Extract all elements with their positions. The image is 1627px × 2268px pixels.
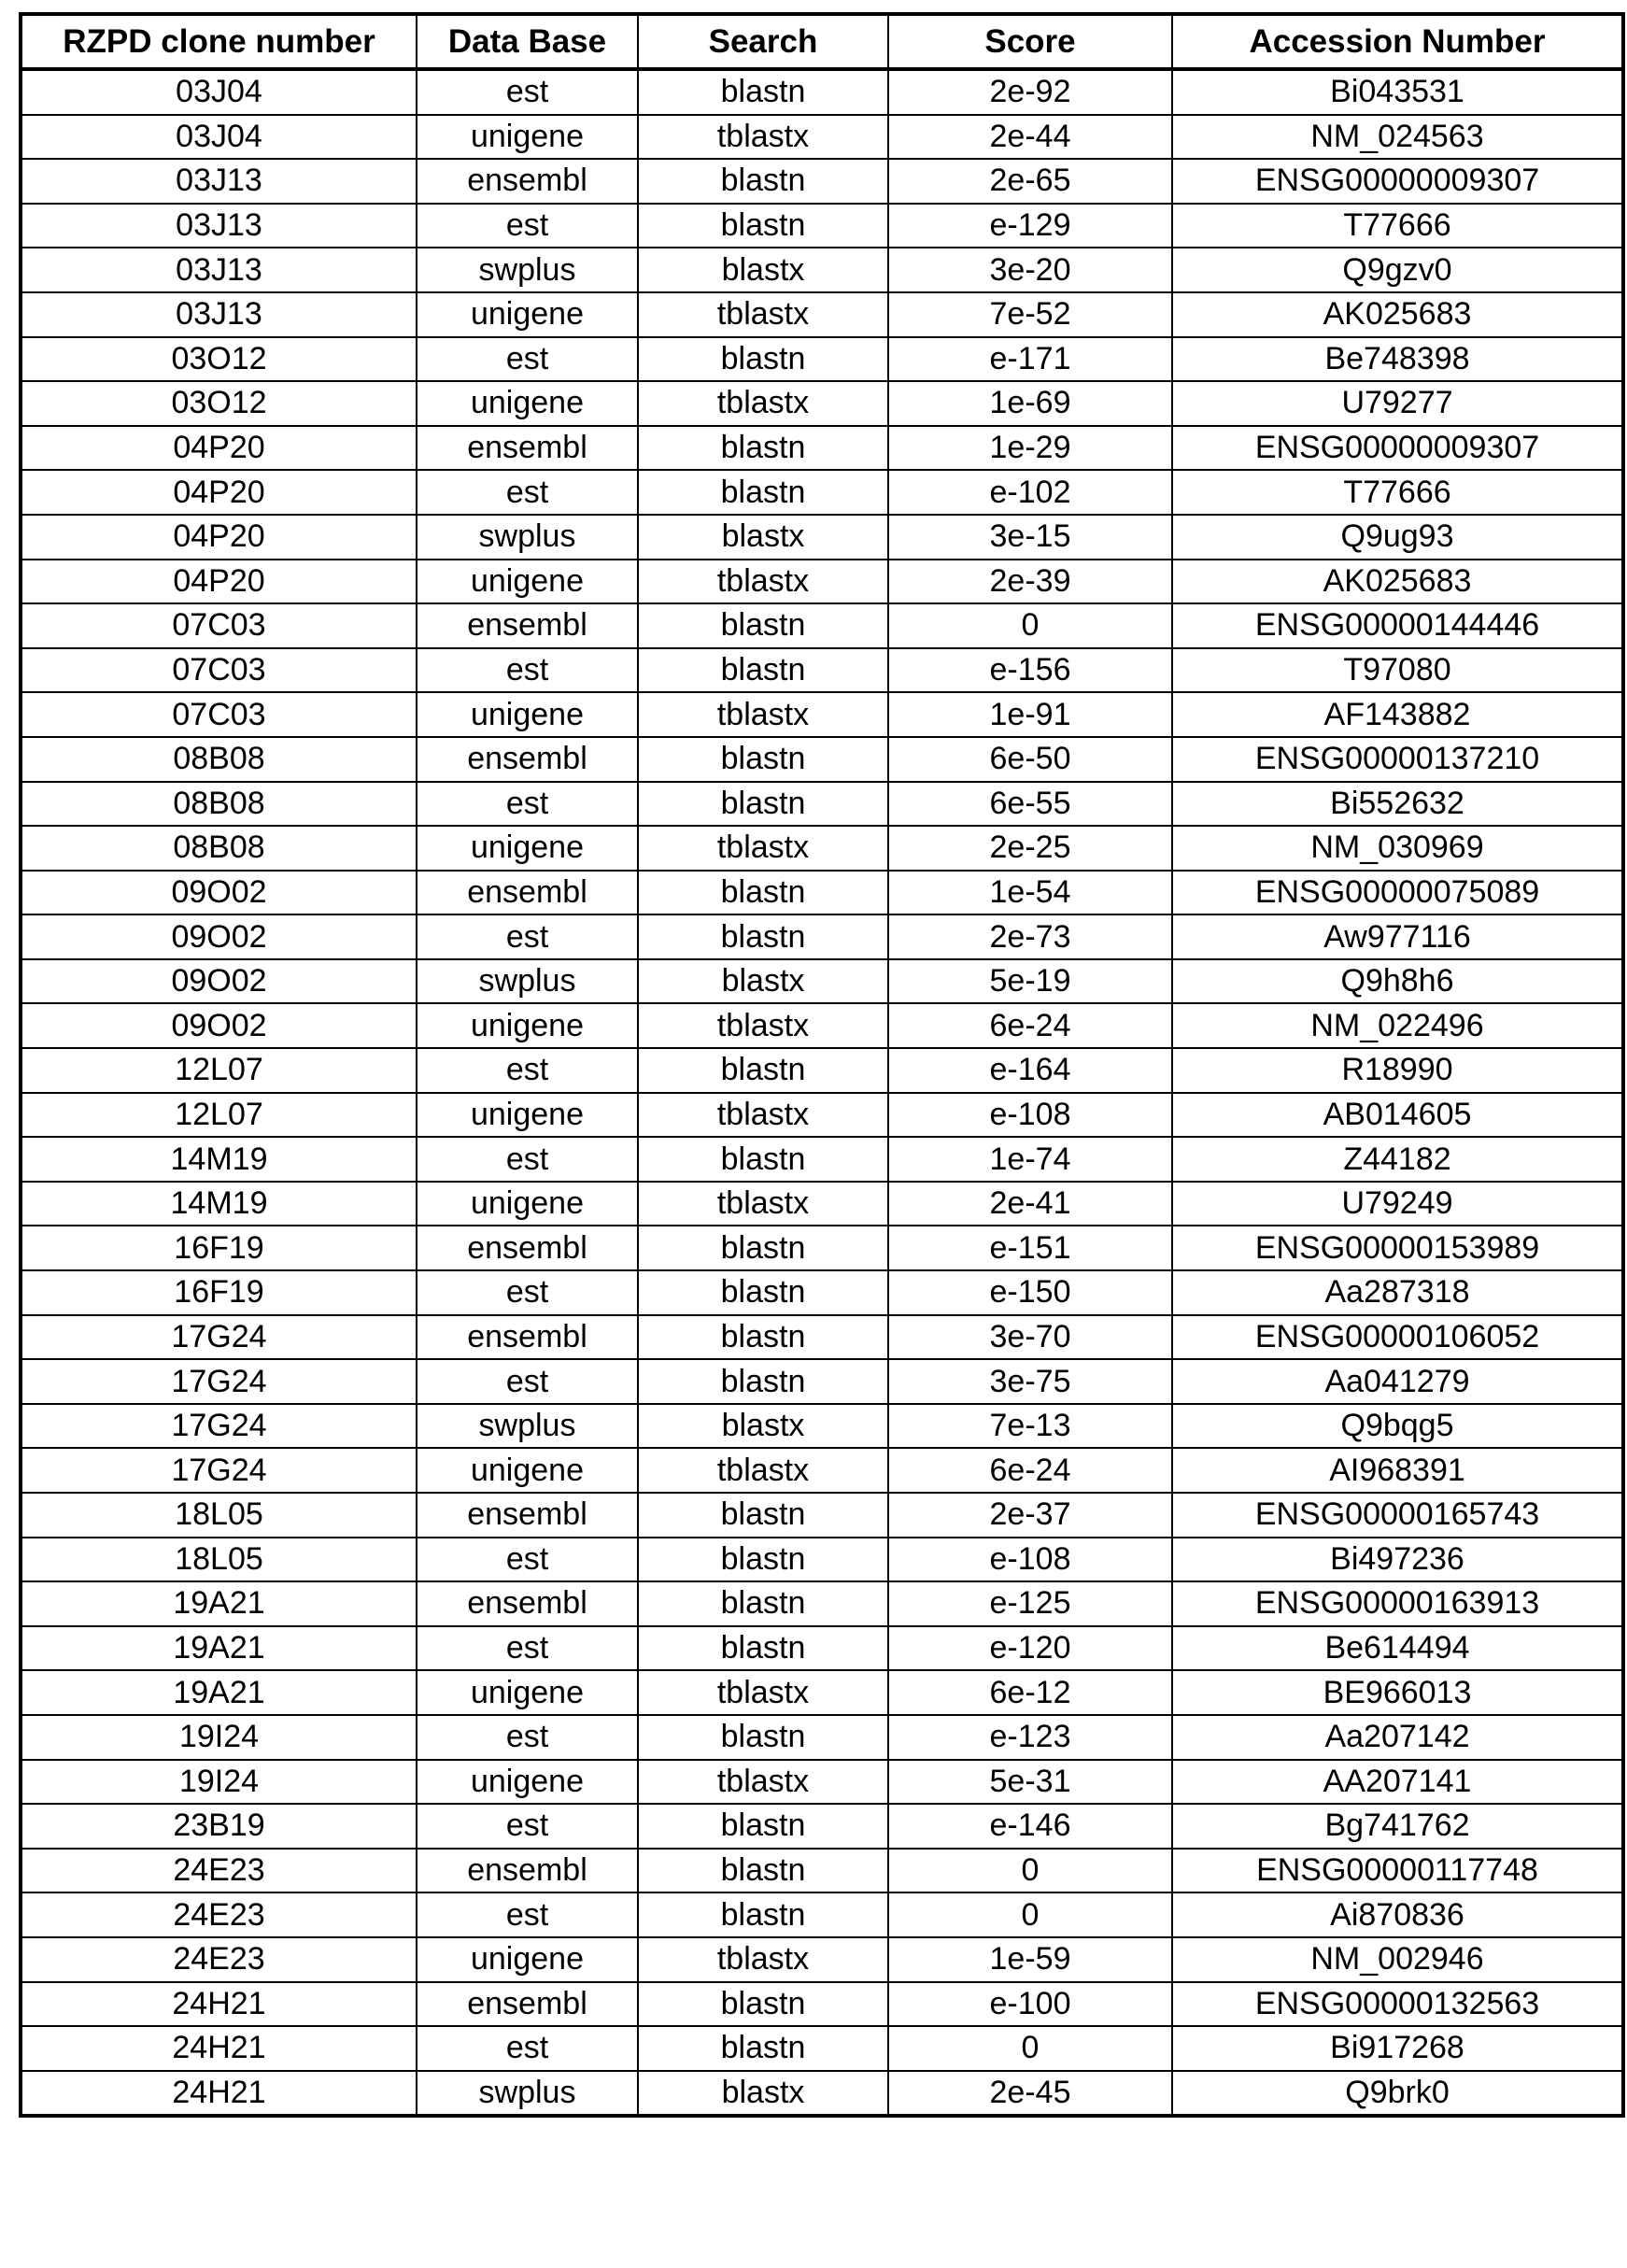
database-cell: ensembl bbox=[417, 871, 638, 915]
score-cell: 6e-50 bbox=[888, 737, 1172, 782]
score-cell: 1e-91 bbox=[888, 692, 1172, 737]
table-row bbox=[21, 1581, 1623, 1626]
score-cell: 2e-39 bbox=[888, 560, 1172, 604]
score-cell: 1e-29 bbox=[888, 426, 1172, 471]
database-cell: est bbox=[417, 1048, 638, 1093]
clone-number-cell: 03J13 bbox=[21, 159, 417, 204]
score-cell: 6e-55 bbox=[888, 782, 1172, 827]
table-row bbox=[21, 1003, 1623, 1048]
accession-number-cell: NM_024563 bbox=[1172, 115, 1623, 160]
score-cell: e-151 bbox=[888, 1226, 1172, 1270]
database-cell: ensembl bbox=[417, 159, 638, 204]
clone-number-cell: 12L07 bbox=[21, 1093, 417, 1138]
clone-number-cell: 09O02 bbox=[21, 1003, 417, 1048]
table-row bbox=[21, 515, 1623, 560]
search-cell: tblastx bbox=[638, 1182, 888, 1226]
score-cell: 1e-74 bbox=[888, 1137, 1172, 1182]
score-cell: e-129 bbox=[888, 204, 1172, 248]
table-row bbox=[21, 871, 1623, 915]
score-cell: 0 bbox=[888, 1892, 1172, 1937]
database-cell: swplus bbox=[417, 2071, 638, 2117]
header-clone-number: RZPD clone number bbox=[21, 14, 417, 69]
score-cell: e-150 bbox=[888, 1270, 1172, 1315]
accession-number-cell: U79249 bbox=[1172, 1182, 1623, 1226]
score-cell: 3e-75 bbox=[888, 1359, 1172, 1404]
database-cell: est bbox=[417, 337, 638, 382]
database-cell: unigene bbox=[417, 1093, 638, 1138]
search-cell: blastn bbox=[638, 737, 888, 782]
blast-results-table bbox=[19, 12, 1625, 2118]
search-cell: blastn bbox=[638, 1626, 888, 1671]
clone-number-cell: 08B08 bbox=[21, 737, 417, 782]
table-row bbox=[21, 692, 1623, 737]
score-cell: 2e-44 bbox=[888, 115, 1172, 160]
table-row bbox=[21, 1982, 1623, 2027]
search-cell: blastn bbox=[638, 1315, 888, 1360]
table-row bbox=[21, 1715, 1623, 1760]
score-cell: 6e-12 bbox=[888, 1670, 1172, 1715]
accession-number-cell: Q9brk0 bbox=[1172, 2071, 1623, 2117]
database-cell: est bbox=[417, 1804, 638, 1849]
table-row bbox=[21, 603, 1623, 648]
table-row bbox=[21, 648, 1623, 693]
search-cell: blastx bbox=[638, 1404, 888, 1449]
accession-number-cell: Q9gzv0 bbox=[1172, 248, 1623, 292]
clone-number-cell: 03O12 bbox=[21, 337, 417, 382]
clone-number-cell: 03J13 bbox=[21, 292, 417, 337]
clone-number-cell: 24E23 bbox=[21, 1849, 417, 1893]
database-cell: swplus bbox=[417, 1404, 638, 1449]
database-cell: est bbox=[417, 1892, 638, 1937]
clone-number-cell: 03J04 bbox=[21, 69, 417, 115]
table-row bbox=[21, 1892, 1623, 1937]
search-cell: blastx bbox=[638, 248, 888, 292]
table-row bbox=[21, 1804, 1623, 1849]
search-cell: tblastx bbox=[638, 1670, 888, 1715]
score-cell: e-108 bbox=[888, 1538, 1172, 1582]
search-cell: blastn bbox=[638, 1892, 888, 1937]
table-row bbox=[21, 381, 1623, 426]
accession-number-cell: Aw977116 bbox=[1172, 914, 1623, 959]
search-cell: blastn bbox=[638, 782, 888, 827]
score-cell: e-146 bbox=[888, 1804, 1172, 1849]
database-cell: ensembl bbox=[417, 1849, 638, 1893]
score-cell: 5e-19 bbox=[888, 959, 1172, 1004]
database-cell: unigene bbox=[417, 1003, 638, 1048]
score-cell: e-164 bbox=[888, 1048, 1172, 1093]
database-cell: ensembl bbox=[417, 1315, 638, 1360]
table-row bbox=[21, 470, 1623, 515]
table-row bbox=[21, 1448, 1623, 1493]
search-cell: blastn bbox=[638, 1804, 888, 1849]
search-cell: blastn bbox=[638, 1493, 888, 1538]
table-row bbox=[21, 1048, 1623, 1093]
clone-number-cell: 19I24 bbox=[21, 1715, 417, 1760]
accession-number-cell: T77666 bbox=[1172, 470, 1623, 515]
accession-number-cell: Aa207142 bbox=[1172, 1715, 1623, 1760]
accession-number-cell: T97080 bbox=[1172, 648, 1623, 693]
clone-number-cell: 12L07 bbox=[21, 1048, 417, 1093]
score-cell: 0 bbox=[888, 603, 1172, 648]
database-cell: unigene bbox=[417, 826, 638, 871]
clone-number-cell: 17G24 bbox=[21, 1315, 417, 1360]
score-cell: e-125 bbox=[888, 1581, 1172, 1626]
database-cell: est bbox=[417, 1715, 638, 1760]
table-row bbox=[21, 914, 1623, 959]
search-cell: blastn bbox=[638, 426, 888, 471]
table-row bbox=[21, 1538, 1623, 1582]
clone-number-cell: 08B08 bbox=[21, 782, 417, 827]
clone-number-cell: 07C03 bbox=[21, 692, 417, 737]
database-cell: ensembl bbox=[417, 1581, 638, 1626]
score-cell: 2e-73 bbox=[888, 914, 1172, 959]
clone-number-cell: 24H21 bbox=[21, 1982, 417, 2027]
accession-number-cell: T77666 bbox=[1172, 204, 1623, 248]
clone-number-cell: 23B19 bbox=[21, 1804, 417, 1849]
search-cell: tblastx bbox=[638, 1448, 888, 1493]
score-cell: e-123 bbox=[888, 1715, 1172, 1760]
clone-number-cell: 14M19 bbox=[21, 1137, 417, 1182]
accession-number-cell: Be748398 bbox=[1172, 337, 1623, 382]
database-cell: est bbox=[417, 2026, 638, 2071]
clone-number-cell: 14M19 bbox=[21, 1182, 417, 1226]
clone-number-cell: 19A21 bbox=[21, 1670, 417, 1715]
table-row bbox=[21, 826, 1623, 871]
database-cell: unigene bbox=[417, 381, 638, 426]
clone-number-cell: 19A21 bbox=[21, 1581, 417, 1626]
table-row bbox=[21, 1626, 1623, 1671]
clone-number-cell: 03O12 bbox=[21, 381, 417, 426]
table-row bbox=[21, 1093, 1623, 1138]
header-score: Score bbox=[888, 14, 1172, 69]
table-row bbox=[21, 204, 1623, 248]
database-cell: swplus bbox=[417, 959, 638, 1004]
search-cell: blastn bbox=[638, 337, 888, 382]
search-cell: blastn bbox=[638, 1048, 888, 1093]
database-cell: est bbox=[417, 1538, 638, 1582]
clone-number-cell: 09O02 bbox=[21, 914, 417, 959]
clone-number-cell: 09O02 bbox=[21, 959, 417, 1004]
database-cell: est bbox=[417, 69, 638, 115]
database-cell: swplus bbox=[417, 515, 638, 560]
clone-number-cell: 17G24 bbox=[21, 1404, 417, 1449]
header-row bbox=[21, 14, 1623, 69]
accession-number-cell: Be614494 bbox=[1172, 1626, 1623, 1671]
table-body bbox=[21, 69, 1623, 2116]
search-cell: tblastx bbox=[638, 115, 888, 160]
clone-number-cell: 08B08 bbox=[21, 826, 417, 871]
score-cell: e-171 bbox=[888, 337, 1172, 382]
accession-number-cell: ENSG00000153989 bbox=[1172, 1226, 1623, 1270]
clone-number-cell: 07C03 bbox=[21, 648, 417, 693]
score-cell: 2e-37 bbox=[888, 1493, 1172, 1538]
table-row bbox=[21, 426, 1623, 471]
table-row bbox=[21, 1359, 1623, 1404]
database-cell: unigene bbox=[417, 560, 638, 604]
search-cell: blastn bbox=[638, 1270, 888, 1315]
search-cell: blastn bbox=[638, 1359, 888, 1404]
search-cell: tblastx bbox=[638, 1003, 888, 1048]
accession-number-cell: NM_030969 bbox=[1172, 826, 1623, 871]
database-cell: ensembl bbox=[417, 426, 638, 471]
database-cell: ensembl bbox=[417, 1226, 638, 1270]
search-cell: blastn bbox=[638, 603, 888, 648]
accession-number-cell: Q9bqg5 bbox=[1172, 1404, 1623, 1449]
accession-number-cell: ENSG00000075089 bbox=[1172, 871, 1623, 915]
database-cell: unigene bbox=[417, 1670, 638, 1715]
search-cell: tblastx bbox=[638, 1093, 888, 1138]
database-cell: unigene bbox=[417, 692, 638, 737]
search-cell: tblastx bbox=[638, 1937, 888, 1982]
table-row bbox=[21, 959, 1623, 1004]
search-cell: blastn bbox=[638, 159, 888, 204]
database-cell: est bbox=[417, 782, 638, 827]
search-cell: tblastx bbox=[638, 381, 888, 426]
accession-number-cell: AK025683 bbox=[1172, 560, 1623, 604]
table-row bbox=[21, 1315, 1623, 1360]
accession-number-cell: ENSG00000165743 bbox=[1172, 1493, 1623, 1538]
table-row bbox=[21, 337, 1623, 382]
accession-number-cell: ENSG00000144446 bbox=[1172, 603, 1623, 648]
clone-number-cell: 24E23 bbox=[21, 1937, 417, 1982]
accession-number-cell: ENSG00000009307 bbox=[1172, 159, 1623, 204]
header-accession-number: Accession Number bbox=[1172, 14, 1623, 69]
score-cell: 7e-52 bbox=[888, 292, 1172, 337]
database-cell: est bbox=[417, 204, 638, 248]
table-row bbox=[21, 69, 1623, 115]
clone-number-cell: 03J13 bbox=[21, 204, 417, 248]
search-cell: blastn bbox=[638, 871, 888, 915]
accession-number-cell: Ai870836 bbox=[1172, 1892, 1623, 1937]
score-cell: 3e-70 bbox=[888, 1315, 1172, 1360]
search-cell: blastn bbox=[638, 1849, 888, 1893]
accession-number-cell: ENSG00000132563 bbox=[1172, 1982, 1623, 2027]
accession-number-cell: Bi552632 bbox=[1172, 782, 1623, 827]
accession-number-cell: Q9h8h6 bbox=[1172, 959, 1623, 1004]
accession-number-cell: NM_002946 bbox=[1172, 1937, 1623, 1982]
database-cell: ensembl bbox=[417, 603, 638, 648]
header-database: Data Base bbox=[417, 14, 638, 69]
accession-number-cell: Z44182 bbox=[1172, 1137, 1623, 1182]
accession-number-cell: Bg741762 bbox=[1172, 1804, 1623, 1849]
accession-number-cell: ENSG00000106052 bbox=[1172, 1315, 1623, 1360]
score-cell: 5e-31 bbox=[888, 1760, 1172, 1805]
search-cell: tblastx bbox=[638, 292, 888, 337]
accession-number-cell: Bi497236 bbox=[1172, 1538, 1623, 1582]
clone-number-cell: 17G24 bbox=[21, 1359, 417, 1404]
search-cell: blastn bbox=[638, 470, 888, 515]
score-cell: 6e-24 bbox=[888, 1003, 1172, 1048]
search-cell: blastx bbox=[638, 959, 888, 1004]
score-cell: 0 bbox=[888, 1849, 1172, 1893]
clone-number-cell: 04P20 bbox=[21, 470, 417, 515]
table-row bbox=[21, 248, 1623, 292]
accession-number-cell: BE966013 bbox=[1172, 1670, 1623, 1715]
search-cell: tblastx bbox=[638, 1760, 888, 1805]
clone-number-cell: 19A21 bbox=[21, 1626, 417, 1671]
clone-number-cell: 07C03 bbox=[21, 603, 417, 648]
database-cell: unigene bbox=[417, 1760, 638, 1805]
accession-number-cell: ENSG00000163913 bbox=[1172, 1581, 1623, 1626]
score-cell: 7e-13 bbox=[888, 1404, 1172, 1449]
accession-number-cell: AK025683 bbox=[1172, 292, 1623, 337]
score-cell: e-100 bbox=[888, 1982, 1172, 2027]
database-cell: unigene bbox=[417, 115, 638, 160]
table-row bbox=[21, 1226, 1623, 1270]
search-cell: blastn bbox=[638, 204, 888, 248]
database-cell: ensembl bbox=[417, 1982, 638, 2027]
header-search: Search bbox=[638, 14, 888, 69]
clone-number-cell: 19I24 bbox=[21, 1760, 417, 1805]
database-cell: swplus bbox=[417, 248, 638, 292]
table-row bbox=[21, 1937, 1623, 1982]
search-cell: tblastx bbox=[638, 692, 888, 737]
clone-number-cell: 24H21 bbox=[21, 2026, 417, 2071]
database-cell: unigene bbox=[417, 292, 638, 337]
score-cell: 0 bbox=[888, 2026, 1172, 2071]
clone-number-cell: 16F19 bbox=[21, 1226, 417, 1270]
table-row bbox=[21, 159, 1623, 204]
accession-number-cell: Aa041279 bbox=[1172, 1359, 1623, 1404]
clone-number-cell: 03J04 bbox=[21, 115, 417, 160]
table-row bbox=[21, 560, 1623, 604]
score-cell: 2e-65 bbox=[888, 159, 1172, 204]
clone-number-cell: 24E23 bbox=[21, 1892, 417, 1937]
table-row bbox=[21, 1760, 1623, 1805]
database-cell: unigene bbox=[417, 1937, 638, 1982]
clone-number-cell: 18L05 bbox=[21, 1538, 417, 1582]
clone-number-cell: 17G24 bbox=[21, 1448, 417, 1493]
table-row bbox=[21, 2071, 1623, 2117]
accession-number-cell: Bi043531 bbox=[1172, 69, 1623, 115]
clone-number-cell: 04P20 bbox=[21, 426, 417, 471]
score-cell: 1e-59 bbox=[888, 1937, 1172, 1982]
score-cell: e-102 bbox=[888, 470, 1172, 515]
clone-number-cell: 04P20 bbox=[21, 560, 417, 604]
score-cell: 1e-54 bbox=[888, 871, 1172, 915]
database-cell: est bbox=[417, 1626, 638, 1671]
search-cell: tblastx bbox=[638, 826, 888, 871]
search-cell: blastx bbox=[638, 515, 888, 560]
table-row bbox=[21, 292, 1623, 337]
score-cell: 1e-69 bbox=[888, 381, 1172, 426]
search-cell: blastn bbox=[638, 2026, 888, 2071]
table-row bbox=[21, 1404, 1623, 1449]
database-cell: est bbox=[417, 1270, 638, 1315]
clone-number-cell: 09O02 bbox=[21, 871, 417, 915]
search-cell: blastn bbox=[638, 1538, 888, 1582]
accession-number-cell: ENSG00000009307 bbox=[1172, 426, 1623, 471]
database-cell: est bbox=[417, 914, 638, 959]
clone-number-cell: 03J13 bbox=[21, 248, 417, 292]
search-cell: blastn bbox=[638, 1982, 888, 2027]
clone-number-cell: 16F19 bbox=[21, 1270, 417, 1315]
score-cell: 3e-15 bbox=[888, 515, 1172, 560]
score-cell: e-108 bbox=[888, 1093, 1172, 1138]
accession-number-cell: NM_022496 bbox=[1172, 1003, 1623, 1048]
table-row bbox=[21, 1849, 1623, 1893]
accession-number-cell: Aa287318 bbox=[1172, 1270, 1623, 1315]
accession-number-cell: ENSG00000117748 bbox=[1172, 1849, 1623, 1893]
score-cell: 2e-41 bbox=[888, 1182, 1172, 1226]
accession-number-cell: ENSG00000137210 bbox=[1172, 737, 1623, 782]
database-cell: unigene bbox=[417, 1182, 638, 1226]
database-cell: est bbox=[417, 470, 638, 515]
score-cell: 3e-20 bbox=[888, 248, 1172, 292]
table-row bbox=[21, 115, 1623, 160]
search-cell: blastn bbox=[638, 69, 888, 115]
score-cell: 2e-45 bbox=[888, 2071, 1172, 2117]
score-cell: 2e-25 bbox=[888, 826, 1172, 871]
table-row bbox=[21, 1493, 1623, 1538]
database-cell: est bbox=[417, 1137, 638, 1182]
accession-number-cell: Q9ug93 bbox=[1172, 515, 1623, 560]
database-cell: est bbox=[417, 1359, 638, 1404]
database-cell: unigene bbox=[417, 1448, 638, 1493]
database-cell: est bbox=[417, 648, 638, 693]
accession-number-cell: AF143882 bbox=[1172, 692, 1623, 737]
accession-number-cell: AA207141 bbox=[1172, 1760, 1623, 1805]
search-cell: blastx bbox=[638, 2071, 888, 2117]
accession-number-cell: U79277 bbox=[1172, 381, 1623, 426]
database-cell: ensembl bbox=[417, 737, 638, 782]
score-cell: e-120 bbox=[888, 1626, 1172, 1671]
search-cell: blastn bbox=[638, 1137, 888, 1182]
table-row bbox=[21, 1270, 1623, 1315]
search-cell: tblastx bbox=[638, 560, 888, 604]
table-row bbox=[21, 2026, 1623, 2071]
search-cell: blastn bbox=[638, 1226, 888, 1270]
table-row bbox=[21, 782, 1623, 827]
score-cell: e-156 bbox=[888, 648, 1172, 693]
accession-number-cell: R18990 bbox=[1172, 1048, 1623, 1093]
table-row bbox=[21, 1137, 1623, 1182]
search-cell: blastn bbox=[638, 1715, 888, 1760]
table-row bbox=[21, 737, 1623, 782]
clone-number-cell: 18L05 bbox=[21, 1493, 417, 1538]
accession-number-cell: Bi917268 bbox=[1172, 2026, 1623, 2071]
table-row bbox=[21, 1670, 1623, 1715]
search-cell: blastn bbox=[638, 1581, 888, 1626]
database-cell: ensembl bbox=[417, 1493, 638, 1538]
score-cell: 6e-24 bbox=[888, 1448, 1172, 1493]
accession-number-cell: AI968391 bbox=[1172, 1448, 1623, 1493]
search-cell: blastn bbox=[638, 914, 888, 959]
accession-number-cell: AB014605 bbox=[1172, 1093, 1623, 1138]
clone-number-cell: 04P20 bbox=[21, 515, 417, 560]
clone-number-cell: 24H21 bbox=[21, 2071, 417, 2117]
table-row bbox=[21, 1182, 1623, 1226]
score-cell: 2e-92 bbox=[888, 69, 1172, 115]
search-cell: blastn bbox=[638, 648, 888, 693]
